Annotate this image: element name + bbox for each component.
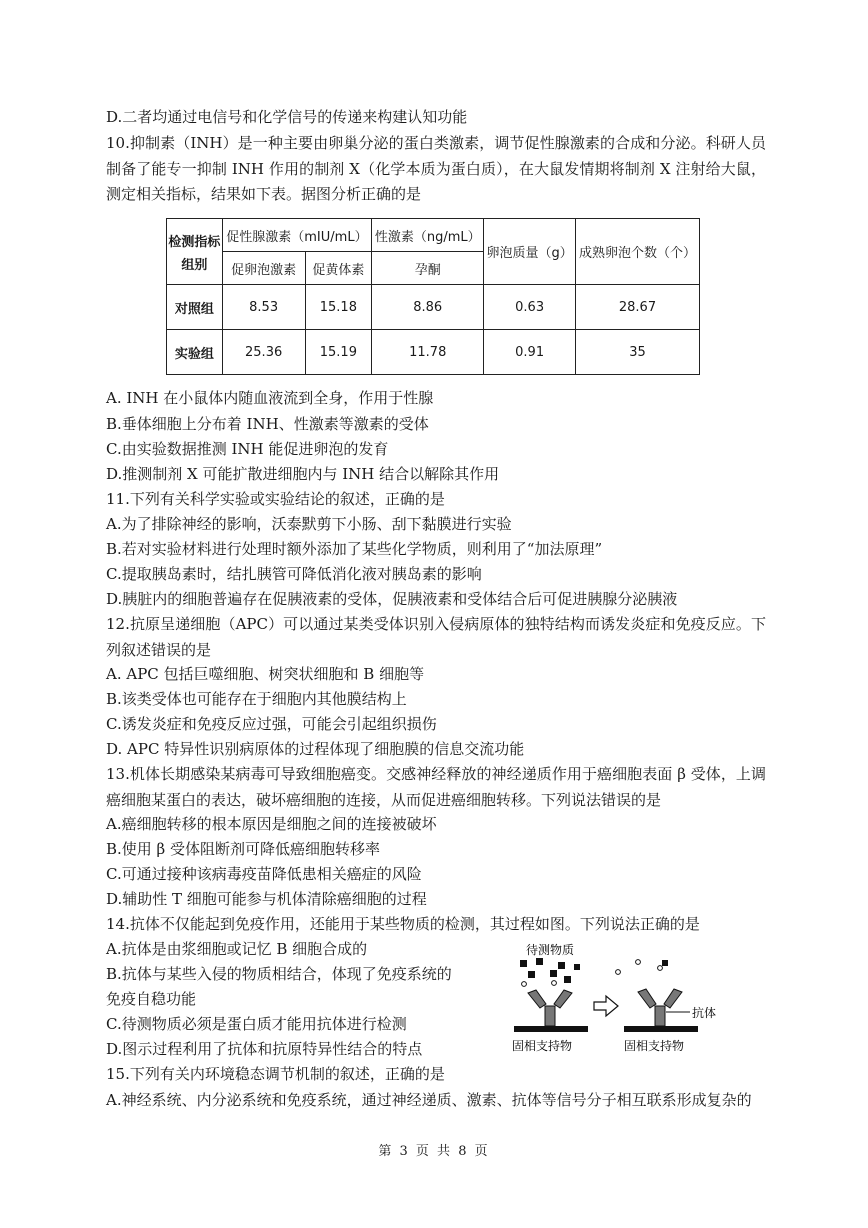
cell-progesterone: 8.86 bbox=[372, 285, 484, 330]
header-group-label: 组别 bbox=[181, 257, 208, 273]
row-group: 实验组 bbox=[167, 330, 223, 375]
header-mature-follicle-count: 成熟卵泡个数（个） bbox=[575, 219, 699, 285]
q10-option-a: A. INH 在小鼠体内随血液流到全身，作用于性腺 bbox=[106, 389, 434, 407]
left-support-label: 固相支持物 bbox=[512, 1039, 573, 1053]
q14-stem: 14.抗体不仅能起到免疫作用，还能用于某些物质的检测，其过程如图。下列说法正确的是 bbox=[106, 915, 700, 933]
cell-fsh: 25.36 bbox=[222, 330, 305, 375]
q13-option-a: A.癌细胞转移的根本原因是细胞之间的连接被破坏 bbox=[106, 815, 437, 833]
q13-option-b: B.使用 β 受体阻断剂可降低癌细胞转移率 bbox=[106, 840, 381, 858]
q13-option-d: D.辅助性 T 细胞可能参与机体清除癌细胞的过程 bbox=[106, 890, 427, 908]
q10-stem: 10.抑制素（INH）是一种主要由卵巢分泌的蛋白类激素，调节促性腺激素的合成和分泌。科研人员制备了能专一抑制 INH 作用的制剂 X（化学本质为蛋白质），在大鼠发情期将制剂 X 注射给大鼠，测定相关指标，结果如下表。据图分析正确的是 bbox=[106, 134, 766, 204]
header-corner bbox=[167, 219, 223, 285]
right-support-label: 固相支持物 bbox=[624, 1039, 685, 1053]
q9-option-d: D.二者均通过电信号和化学信号的传递来构建认知功能 bbox=[106, 108, 468, 126]
q13-option-c: C.可通过接种该病毒疫苗降低患相关癌症的风险 bbox=[106, 865, 422, 883]
arrow-icon bbox=[594, 996, 618, 1016]
cell-lh: 15.19 bbox=[305, 330, 372, 375]
q11-option-c: C.提取胰岛素时，结扎胰管可降低消化液对胰岛素的影响 bbox=[106, 565, 482, 583]
q13-stem: 13.机体长期感染某病毒可导致细胞癌变。交感神经释放的神经递质作用于癌细胞表面 β 受体，上调癌细胞某蛋白的表达，破坏癌细胞的连接，从而促进癌细胞转移。下列说法错误的是 bbox=[106, 765, 766, 809]
cell-follicle-mass: 0.63 bbox=[484, 285, 576, 330]
q10-option-b: B.垂体细胞上分布着 INH、性激素等激素的受体 bbox=[106, 415, 429, 433]
q12-option-a: A. APC 包括巨噬细胞、树突状细胞和 B 细胞等 bbox=[106, 665, 425, 683]
q15-option-a: A.神经系统、内分泌系统和免疫系统，通过神经递质、激素、抗体等信号分子相互联系形成复杂的 bbox=[106, 1091, 752, 1109]
q11-option-a: A.为了排除神经的影响，沃泰默剪下小肠、刮下黏膜进行实验 bbox=[106, 515, 512, 533]
q14-option-b-cont: 免疫自稳功能 bbox=[106, 990, 197, 1008]
antibody-detection-figure bbox=[506, 938, 736, 1058]
header-indicator-label: 检测指标 bbox=[168, 234, 221, 250]
header-fsh: 促卵泡激素 bbox=[222, 252, 305, 285]
table-row bbox=[167, 330, 700, 375]
q12-option-d: D. APC 特异性识别病原体的过程体现了细胞膜的信息交流功能 bbox=[106, 740, 525, 758]
right-antibody-icon bbox=[624, 989, 698, 1032]
hormone-data-table bbox=[166, 218, 700, 375]
q14-option-b: B.抗体与某些入侵的物质相结合，体现了免疫系统的 bbox=[106, 965, 452, 983]
q10-option-d: D.推测制剂 X 可能扩散进细胞内与 INH 结合以解除其作用 bbox=[106, 465, 500, 483]
cell-lh: 15.18 bbox=[305, 285, 372, 330]
cell-follicle-mass: 0.91 bbox=[484, 330, 576, 375]
analyte-label: 待测物质 bbox=[526, 943, 575, 957]
row-group: 对照组 bbox=[167, 285, 223, 330]
q11-option-b: B.若对实验材料进行处理时额外添加了某些化学物质，则利用了“加法原理” bbox=[106, 540, 603, 558]
q15-stem: 15.下列有关内环境稳态调节机制的叙述，正确的是 bbox=[106, 1065, 445, 1083]
cell-mature-count: 35 bbox=[575, 330, 699, 375]
analyte-molecules bbox=[520, 958, 580, 983]
cell-mature-count: 28.67 bbox=[575, 285, 699, 330]
cell-progesterone: 11.78 bbox=[372, 330, 484, 375]
q14-option-d: D.图示过程利用了抗体和抗原特异性结合的特点 bbox=[106, 1040, 423, 1058]
q14-option-a: A.抗体是由浆细胞或记忆 B 细胞合成的 bbox=[106, 940, 368, 958]
table-row bbox=[167, 285, 700, 330]
page-number-footer: 第 3 页 共 8 页 bbox=[378, 1144, 490, 1159]
left-antibody-icon bbox=[514, 990, 588, 1032]
header-sex-hormone: 性激素（ng/mL） bbox=[372, 219, 484, 252]
q11-stem: 11.下列有关科学实验或实验结论的叙述，正确的是 bbox=[106, 490, 445, 508]
q11-option-d: D.胰脏内的细胞普遍存在促胰液素的受体，促胰液素和受体结合后可促进胰腺分泌胰液 bbox=[106, 590, 678, 608]
analyte-molecule-free bbox=[662, 960, 668, 966]
antibody-label: 抗体 bbox=[692, 1006, 717, 1020]
header-progesterone: 孕酮 bbox=[372, 252, 484, 285]
q12-option-b: B.该类受体也可能存在于细胞内其他膜结构上 bbox=[106, 690, 407, 708]
header-follicle-mass: 卵泡质量（g） bbox=[484, 219, 576, 285]
q12-stem: 12.抗原呈递细胞（APC）可以通过某类受体识别入侵病原体的独特结构而诱发炎症和免疫反应。下列叙述错误的是 bbox=[106, 615, 766, 659]
q12-option-c: C.诱发炎症和免疫反应过强，可能会引起组织损伤 bbox=[106, 715, 437, 733]
header-gonadotropin: 促性腺激素（mIU/mL） bbox=[222, 219, 371, 252]
q14-option-c: C.待测物质必须是蛋白质才能用抗体进行检测 bbox=[106, 1015, 407, 1033]
header-lh: 促黄体素 bbox=[305, 252, 372, 285]
q10-option-c: C.由实验数据推测 INH 能促进卵泡的发育 bbox=[106, 440, 389, 458]
cell-fsh: 8.53 bbox=[222, 285, 305, 330]
